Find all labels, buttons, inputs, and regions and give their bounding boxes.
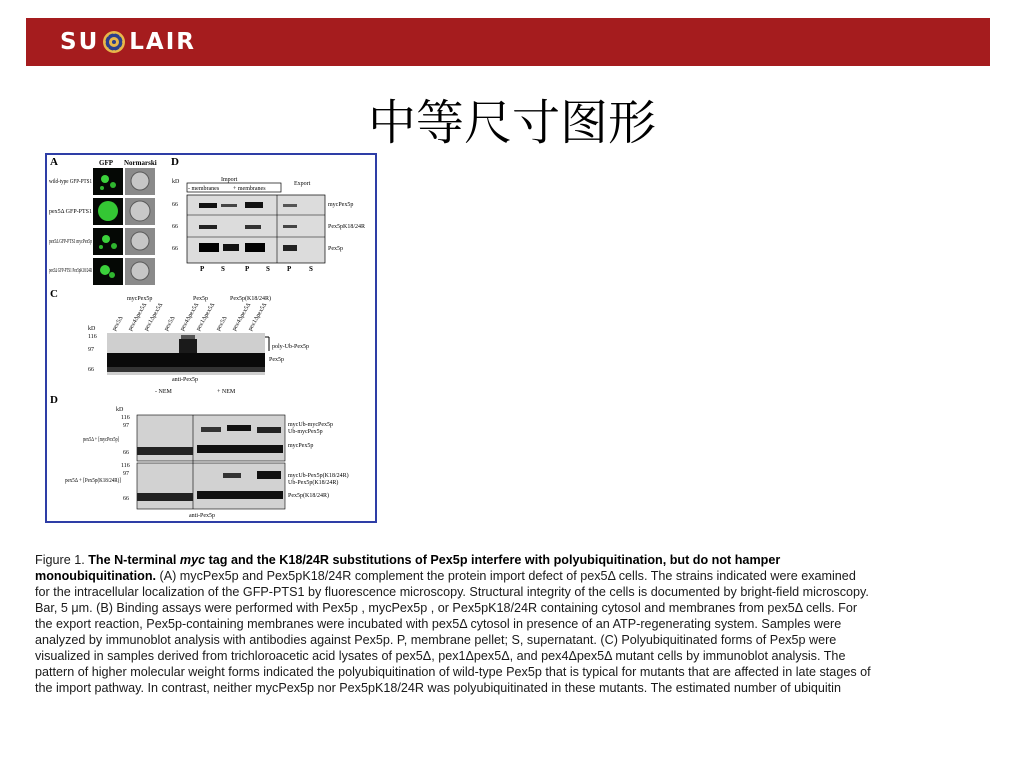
panel-c-band-pex5p: Pex5p [269,357,284,363]
panel-d-bottom-blots [137,415,285,509]
svg-text:pex5Δ: pex5Δ [111,315,125,332]
caption-label: Figure 1. [35,553,85,567]
figure-caption [35,552,990,696]
panel-d-bottom-kd: kD [116,407,124,413]
header-banner [26,18,990,66]
caption-line-5: analyzed by immunoblot analysis with antibodies against Pex5p. P, membrane pellet; S, supernatant. (C) Polyubiquitinated forms of Pex5p were [35,633,837,647]
panel-c-group-1: mycPex5p [127,296,153,302]
panel-d-bottom-markers [121,415,130,502]
panel-d-top-import: Import [221,177,238,183]
panel-c-kd: kD [88,326,96,332]
panel-d-bottom-band-bottom-1: mycUb-Pex5p(K18/24R) [288,473,349,479]
panel-c-letter: C [50,288,58,300]
svg-text:pex4Δpex5Δ: pex4Δpex5Δ [127,302,149,332]
panel-d-top-letter: D [171,156,179,168]
caption-title-myc: myc [179,553,206,567]
panel-a-row-1: wild-type GFP-PTS1 [49,179,92,185]
caption-title-c: monoubiquitination. [35,569,157,583]
svg-text:66: 66 [123,496,129,502]
panel-d-top-lanes [200,265,313,273]
su-lair-logo[interactable] [60,27,196,57]
panel-d-bottom-band-top-2: Ub-mycPex5p [288,429,323,435]
svg-text:116: 116 [121,463,130,469]
panel-d-top-band-2: Pex5pK18/24R [328,224,366,230]
figure-image [47,155,375,521]
svg-text:S: S [221,265,225,273]
panel-c-antibody: anti-Pex5p [172,377,198,383]
panel-a-row-3: pex5Δ GFP-PTS1 mycPex5p [49,239,92,245]
panel-d-bottom-minus-nem: - NEM [155,389,172,395]
panel-d-bottom-antibody: anti-Pex5p [189,513,215,519]
panel-a-col-normarski: Normarski [124,159,157,167]
svg-text:pex4Δpex5Δ: pex4Δpex5Δ [231,302,253,332]
caption-title-line [35,552,990,568]
panel-a-row-4: pex5Δ GFP-PTS1 Pex5pK18/24R [49,268,92,274]
panel-c-blot [107,333,269,375]
panel-d-bottom-band-top-3: mycPex5p [288,443,314,449]
panel-d-bottom-band-top-1: mycUb-mycPex5p [288,422,333,428]
caption-line-2: for the intracellular localization of the GFP-PTS1 by fluorescence microscopy. Structural integrity of the cells is documented by bright-field microscopy. [35,585,869,599]
panel-d-bottom-plus-nem: + NEM [217,389,236,395]
panel-d-top-minus-membranes: - membranes [188,186,220,192]
panel-c-lane-labels [112,302,269,332]
panel-c-group-3: Pex5p(K18/24R) [230,296,271,302]
panel-d-top-marker-3: 66 [172,246,178,252]
svg-text:pex1Δpex5Δ: pex1Δpex5Δ [247,302,269,332]
svg-text:97: 97 [123,423,129,429]
panel-d-top-marker-1: 66 [172,202,178,208]
panel-c-marker-97: 97 [88,347,94,353]
caption-line-7: pattern of higher molecular weight forms indicated the polyubiquitination of wild-type Pex5p that is typical for mutants that are affected in late stages of [35,665,871,679]
svg-text:pex1Δpex5Δ: pex1Δpex5Δ [143,302,165,332]
svg-text:S: S [309,265,313,273]
svg-text:pex1Δpex5Δ: pex1Δpex5Δ [195,302,217,332]
caption-line-8: the import pathway. In contrast, neither mycPex5p nor Pex5pK18/24R was polyubiquitinated in these mutants. The estimated number of ubiquitin [35,681,841,695]
caption-text-1: (A) mycPex5p and Pex5pK18/24R complement the protein import defect of pex5Δ cells. The strains indicated were examined [156,569,856,583]
panel-d-top-export: Export [294,181,311,187]
panel-c-group-2: Pex5p [193,296,208,302]
caption-line-3: Bar, 5 μm. (B) Binding assays were performed with Pex5p , mycPex5p , or Pex5pK18/24R containing cytosol and membranes from pex5Δ cells. For [35,601,858,615]
caption-line-4: the export reaction, Pex5p-containing membranes were incubated with pex5Δ cytosol in presence of an ATP-regenerating system. Samples were [35,617,842,631]
panel-a-col-gfp: GFP [99,159,113,167]
caption-title-a: The N-terminal [88,553,180,567]
panel-d-bottom-band-bottom-3: Pex5p(K18/24R) [288,493,329,499]
panel-d-top-plus-membranes: + membranes [233,186,266,192]
svg-text:pex5Δ: pex5Δ [163,315,177,332]
panel-d-top-band-3: Pex5p [328,246,343,252]
svg-text:66: 66 [123,450,129,456]
panel-c-marker-66: 66 [88,367,94,373]
caption-title-b: tag and the K18/24R substitutions of Pex5p interfere with polyubiquitination, but do not hamper [205,553,781,567]
slide-title: 中等尺寸图形 [367,95,656,151]
panel-a-letter: A [50,156,58,168]
panel-c-band-poly-ub: poly-Ub-Pex5p [272,344,309,350]
panel-d-bottom-row-2: pex5Δ + [Pex5p(K18/24R)] [65,478,132,484]
svg-text:P: P [200,265,205,273]
caption-line-1 [35,568,990,584]
panel-d-bottom-letter: D [50,394,58,406]
panel-a-gfp-images [93,168,123,285]
svg-text:P: P [245,265,250,273]
svg-text:pex4Δpex5Δ: pex4Δpex5Δ [179,302,201,332]
panel-d-top-kd: kD [172,179,180,185]
panel-a-normarski-images [125,168,155,285]
svg-text:97: 97 [123,471,129,477]
panel-c-marker-116: 116 [88,334,97,340]
caption-line-6: visualized in samples derived from trichloroacetic acid lysates of pex5Δ, pex1Δpex5Δ, and pex4Δpex5Δ mutant cells by immunoblot analysis. The [35,649,846,663]
panel-d-top-marker-2: 66 [172,224,178,230]
panel-a-row-2: pex5Δ GFP-PTS1 [49,209,92,215]
panel-d-bottom-row-1: pex5Δ + [mycPex5p] [83,437,119,443]
logo-text-lair: LAIR [129,29,196,55]
panel-a-row-labels [49,179,92,274]
svg-text:pex5Δ: pex5Δ [215,315,229,332]
figure-panel [45,153,377,523]
svg-text:116: 116 [121,415,130,421]
panel-d-bottom-band-bottom-2: Ub-Pex5p(K18/24R) [288,480,339,486]
university-seal-icon [102,30,126,54]
svg-text:P: P [287,265,292,273]
svg-text:S: S [266,265,270,273]
logo-text-su: SU [60,29,100,55]
panel-d-top-band-1: mycPex5p [328,202,354,208]
